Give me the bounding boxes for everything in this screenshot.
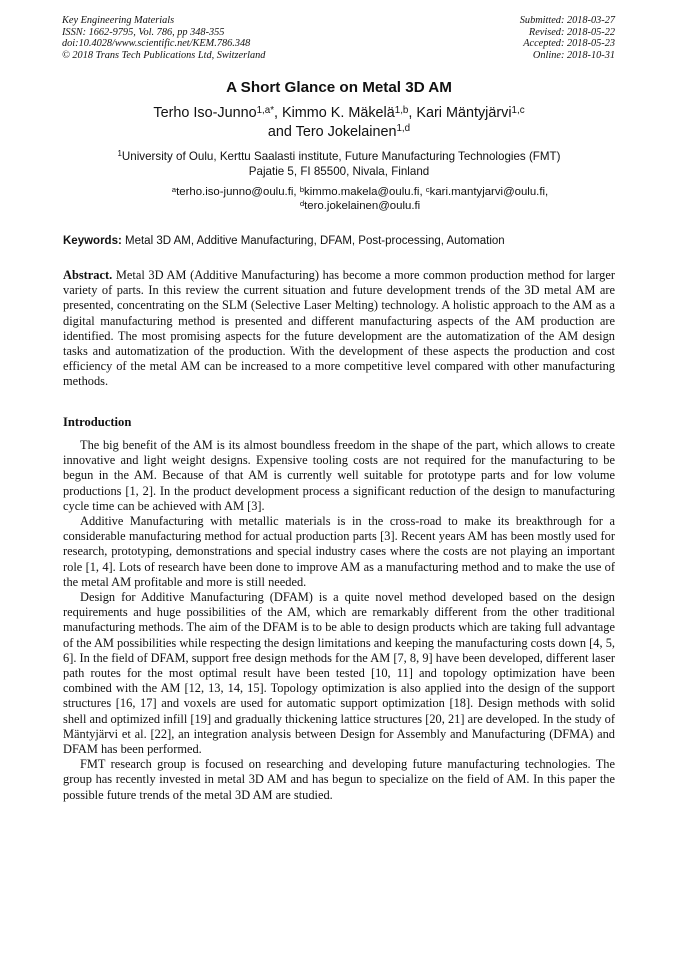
affiliation-line-1 bbox=[0, 150, 678, 165]
author-sup: 1,a* bbox=[256, 104, 274, 116]
email-line-2 bbox=[130, 199, 590, 213]
author-list bbox=[0, 104, 678, 141]
paragraph: Design for Additive Manufacturing (DFAM) is a quite novel method developed based on the design requirements and huge possibilities of the AM, which are remarkably different from the other traditional manufacturing methods. The aim of the DFAM is to be able to design products which are taking full advantage of the AM possibilities while respecting the design limitations and keeping the manufacturing costs down [4, 5, 6]. In the field of DFAM, support free design methods for the AM [7, 8, 9] have been developed, different laser path routes for the most optimal result have been tested [10, 11] and topology optimization have been combined with the AM [12, 13, 14, 15]. Topology optimization is also applied into the design of the support structures [16, 17] and voxels are used for automatic support optimization [18]. Design methods with solid shell and optimized infill [19] and gradually thickening lattice structures [20, 21] are developed. In the study of Mäntyjärvi et al. [22], an integration analysis between Design for Assembly and Manufacturing (DFMA) and DFAM has been performed. bbox=[63, 590, 615, 757]
email-address: kari.mantyjarvi@oulu.fi bbox=[429, 186, 546, 198]
affiliation-sup: 1 bbox=[117, 149, 122, 159]
email-sup: b bbox=[299, 184, 305, 194]
email-address: tero.jokelainen@oulu.fi bbox=[304, 200, 421, 213]
author-line-1 bbox=[0, 104, 678, 123]
author-separator: , bbox=[274, 105, 282, 121]
author-name: Tero Jokelainen bbox=[295, 123, 397, 140]
paper-title: A Short Glance on Metal 3D AM bbox=[226, 79, 452, 96]
author-separator: , bbox=[408, 105, 417, 121]
author-and: and bbox=[267, 123, 296, 140]
journal-name: Key Engineering Materials bbox=[62, 15, 175, 26]
abstract bbox=[63, 268, 615, 390]
email-sup: c bbox=[425, 184, 430, 194]
online-date: Online: 2018-10-31 bbox=[532, 49, 615, 61]
email-address: kimmo.makela@oulu.fi bbox=[304, 186, 420, 198]
affiliation-name: University of Oulu, Kerttu Saalasti institute, Future Manufacturing Technologies (FMT) bbox=[121, 150, 561, 163]
issn-volume: ISSN: 1662-9795, Vol. 786, pp 348-355 bbox=[62, 26, 225, 38]
email-list bbox=[130, 185, 590, 214]
author-sup: 1,b bbox=[394, 104, 409, 116]
email-sup: a bbox=[171, 184, 177, 194]
author-sup: 1,d bbox=[396, 123, 411, 135]
author-line-2 bbox=[0, 123, 678, 142]
introduction-heading: Introduction bbox=[63, 415, 132, 429]
email-address: terho.iso-junno@oulu.fi bbox=[176, 186, 294, 198]
introduction-body bbox=[63, 438, 615, 803]
author-name: Kari Mäntyjärvi bbox=[416, 105, 512, 121]
doi: doi:10.4028/www.scientific.net/KEM.786.348 bbox=[62, 38, 251, 50]
abstract-label: Abstract. bbox=[63, 268, 113, 282]
submitted-date: Submitted: 2018-03-27 bbox=[519, 15, 615, 26]
email-sup: d bbox=[299, 198, 305, 208]
copyright: © 2018 Trans Tech Publications Ltd, Switzerland bbox=[62, 49, 266, 61]
paragraph: Additive Manufacturing with metallic materials is in the cross-road to make its breakthrough for a considerable manufacturing method for actual production parts [3]. Recent years AM has been mostly used for research, prototyping, demonstrations and special industry cases where the costs are not playing an important role [1, 4]. Lots of research have been done to improve AM as a manufacturing method and to make the use of the metal AM profitable and more is still needed. bbox=[63, 514, 615, 589]
author-name: Terho Iso-Junno bbox=[153, 105, 257, 121]
revised-date: Revised: 2018-05-22 bbox=[528, 26, 615, 38]
author-sup: 1,c bbox=[511, 104, 525, 116]
journal-info bbox=[62, 15, 265, 61]
affiliation-address: Pajatie 5, FI 85500, Nivala, Finland bbox=[248, 164, 430, 178]
keywords-label: Keywords: bbox=[63, 235, 122, 247]
paragraph: FMT research group is focused on researching and developing future manufacturing technologies. The group has recently invested in metal 3D AM and has begun to specialize on the field of AM. In this paper the possible future trends of the metal 3D AM are studied. bbox=[63, 757, 615, 802]
abstract-text: Metal 3D AM (Additive Manufacturing) has become a more common production method for larger variety of parts. In this review the current situation and future development trends of the 3D metal AM are presented, concentrating on the SLM (Selective Laser Melting) technology. A holistic approach to the AM as a digital manufacturing method is presented and different manufacturing aspects of the AM production are identified. The most promising aspects for the future development are the automatization of the AM design tasks and automatization of the production. With the development of these aspects the production and cost efficiency of the metal AM can be increased to a more competitive level compared with other manufacturing methods. bbox=[63, 268, 615, 389]
accepted-date: Accepted: 2018-05-23 bbox=[523, 38, 615, 50]
publication-dates bbox=[520, 15, 615, 61]
paragraph: The big benefit of the AM is its almost boundless freedom in the shape of the part, which allows to create innovative and light weight designs. Expensive tooling costs are not required for the manufacturing to be begun in the AM. Because of that AM is currently well suitable for prototype parts and for low volume productions [1, 2]. In the product development process a significant reduction of the design to manufacturing cycle time can be achieved with AM [3]. bbox=[63, 438, 615, 513]
email-line-1: $^a$terho.iso-junno@oulu.fi, $^b$kimmo.makela@oulu.fi, $^c$kari.mantyjarvi@oulu.fi, bbox=[171, 184, 549, 198]
affiliation bbox=[0, 150, 678, 179]
keywords-text: Metal 3D AM, Additive Manufacturing, DFAM, Post-processing, Automation bbox=[125, 235, 505, 247]
author-name: Kimmo K. Mäkelä bbox=[282, 105, 395, 121]
keywords bbox=[63, 235, 615, 247]
